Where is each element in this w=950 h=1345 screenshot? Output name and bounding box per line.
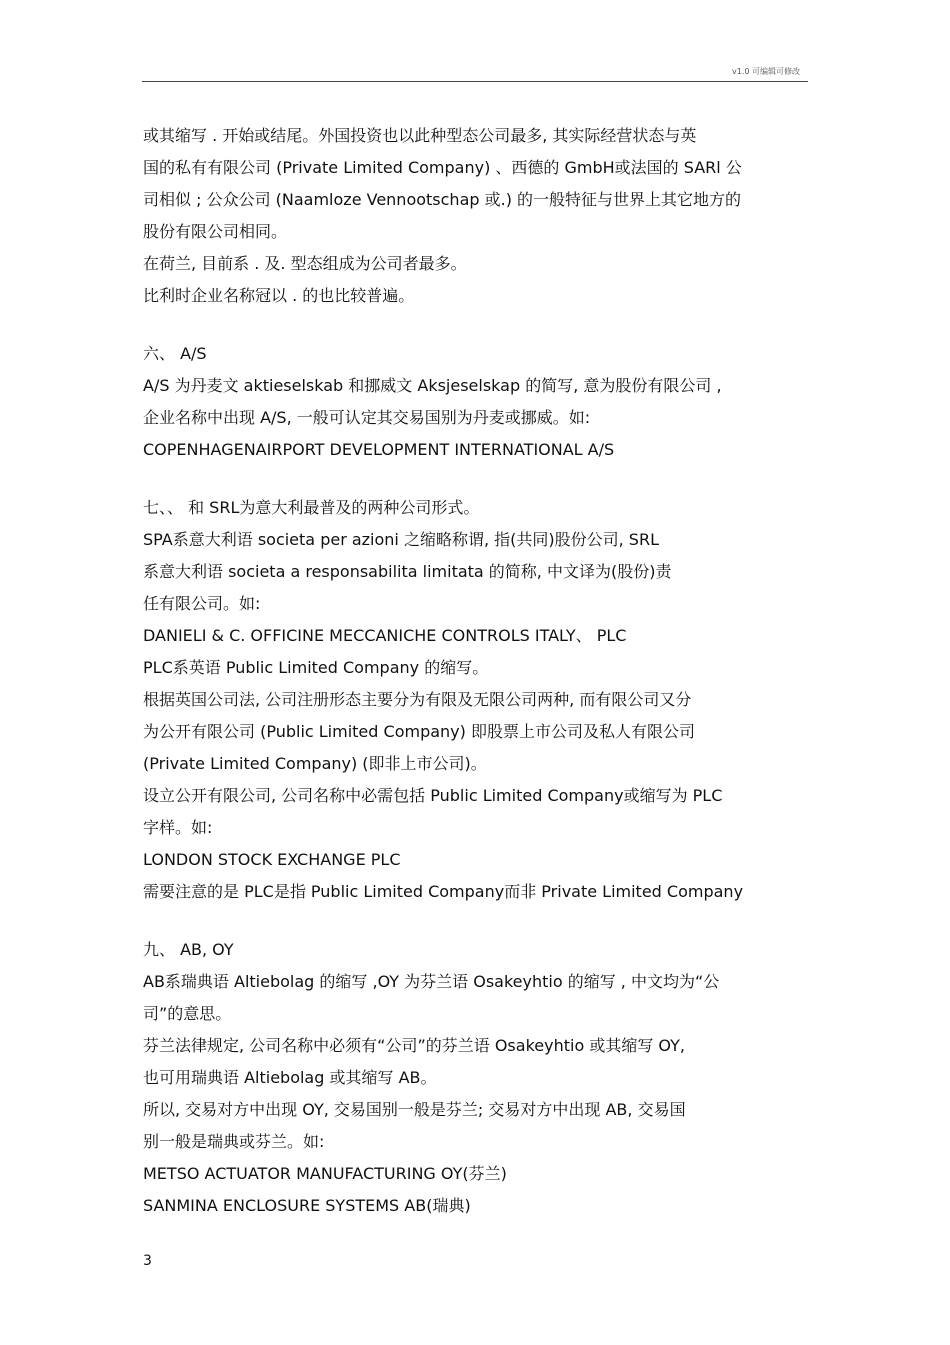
section-gap [143,908,815,934]
text-line: 芬兰法律规定, 公司名称中必须有“公司”的芬兰语 Osakeyhtio 或其缩写 OY, [143,1036,685,1055]
section-gap [143,466,815,492]
page-number: 3 [143,1253,152,1269]
text-line: (Private Limited Company) (即非上市公司)。 [143,754,487,773]
document-body [143,120,815,1222]
text-line: 别一般是瑞典或芬兰。如: [143,1132,325,1151]
text-line: 在荷兰, 目前系 . 及. 型态组成为公司者最多。 [143,254,467,273]
section-ab-oy [143,934,815,1222]
paragraph-block-1 [143,120,815,312]
text-line: 企业名称中出现 A/S, 一般可认定其交易国别为丹麦或挪威。如: [143,408,591,427]
section-heading: 九、 AB, OY [143,940,234,959]
text-line: 任有限公司。如: [143,594,261,613]
section-a-s [143,338,815,466]
text-line: 或其缩写 . 开始或结尾。外国投资也以此种型态公司最多, 其实际经营状态与英 [143,126,697,145]
section-spa-srl-plc [143,492,815,908]
text-line: METSO ACTUATOR MANUFACTURING OY(芬兰) [143,1164,507,1183]
text-line: 根据英国公司法, 公司注册形态主要分为有限及无限公司两种, 而有限公司又分 [143,690,692,709]
text-line: AB系瑞典语 Altiebolag 的缩写 ,OY 为芬兰语 Osakeyhtio 的缩写 , 中文均为“公 [143,972,720,991]
text-line: PLC系英语 Public Limited Company 的缩写。 [143,658,489,677]
text-line: 系意大利语 societa a responsabilita limitata 的简称, 中文译为(股份)责 [143,562,672,581]
text-line: 所以, 交易对方中出现 OY, 交易国别一般是芬兰; 交易对方中出现 AB, 交易国 [143,1100,686,1119]
header-text: v1.0 可编辑可修改 [732,67,800,76]
text-line: DANIELI & C. OFFICINE MECCANICHE CONTROLS ITALY、 PLC [143,626,627,645]
text-line: SANMINA ENCLOSURE SYSTEMS AB(瑞典) [143,1196,471,1215]
header-divider [142,81,808,82]
text-line: 司相似 ; 公众公司 (Naamloze Vennootschap 或.) 的一般特征与世界上其它地方的 [143,190,742,209]
text-line: LONDON STOCK EXCHANGE PLC [143,850,401,869]
text-line: 国的私有有限公司 (Private Limited Company) 、西德的 GmbH或法国的 SARl 公 [143,158,742,177]
text-line: 也可用瑞典语 Altiebolag 或其缩写 AB。 [143,1068,437,1087]
text-line: 司”的意思。 [143,1004,232,1023]
text-line: 需要注意的是 PLC是指 Public Limited Company而非 Private Limited Company [143,882,744,901]
text-line: 字样。如: [143,818,213,837]
text-line: 比利时企业名称冠以 . 的也比较普遍。 [143,286,415,305]
section-heading: 七、、 和 SRL为意大利最普及的两种公司形式。 [143,498,480,517]
text-line: 设立公开有限公司, 公司名称中必需包括 Public Limited Company或缩写为 PLC [143,786,723,805]
text-line: 为公开有限公司 (Public Limited Company) 即股票上市公司及私人有限公司 [143,722,695,741]
section-heading: 六、 A/S [143,344,207,363]
text-line: COPENHAGENAIRPORT DEVELOPMENT INTERNATIONAL A/S [143,440,615,459]
text-line: SPA系意大利语 societa per azioni 之缩略称谓, 指(共同)股份公司, SRL [143,530,659,549]
text-line: A/S 为丹麦文 aktieselskab 和挪威文 Aksjeselskap 的简写, 意为股份有限公司 , [143,376,722,395]
section-gap [143,312,815,338]
text-line: 股份有限公司相同。 [143,222,288,241]
